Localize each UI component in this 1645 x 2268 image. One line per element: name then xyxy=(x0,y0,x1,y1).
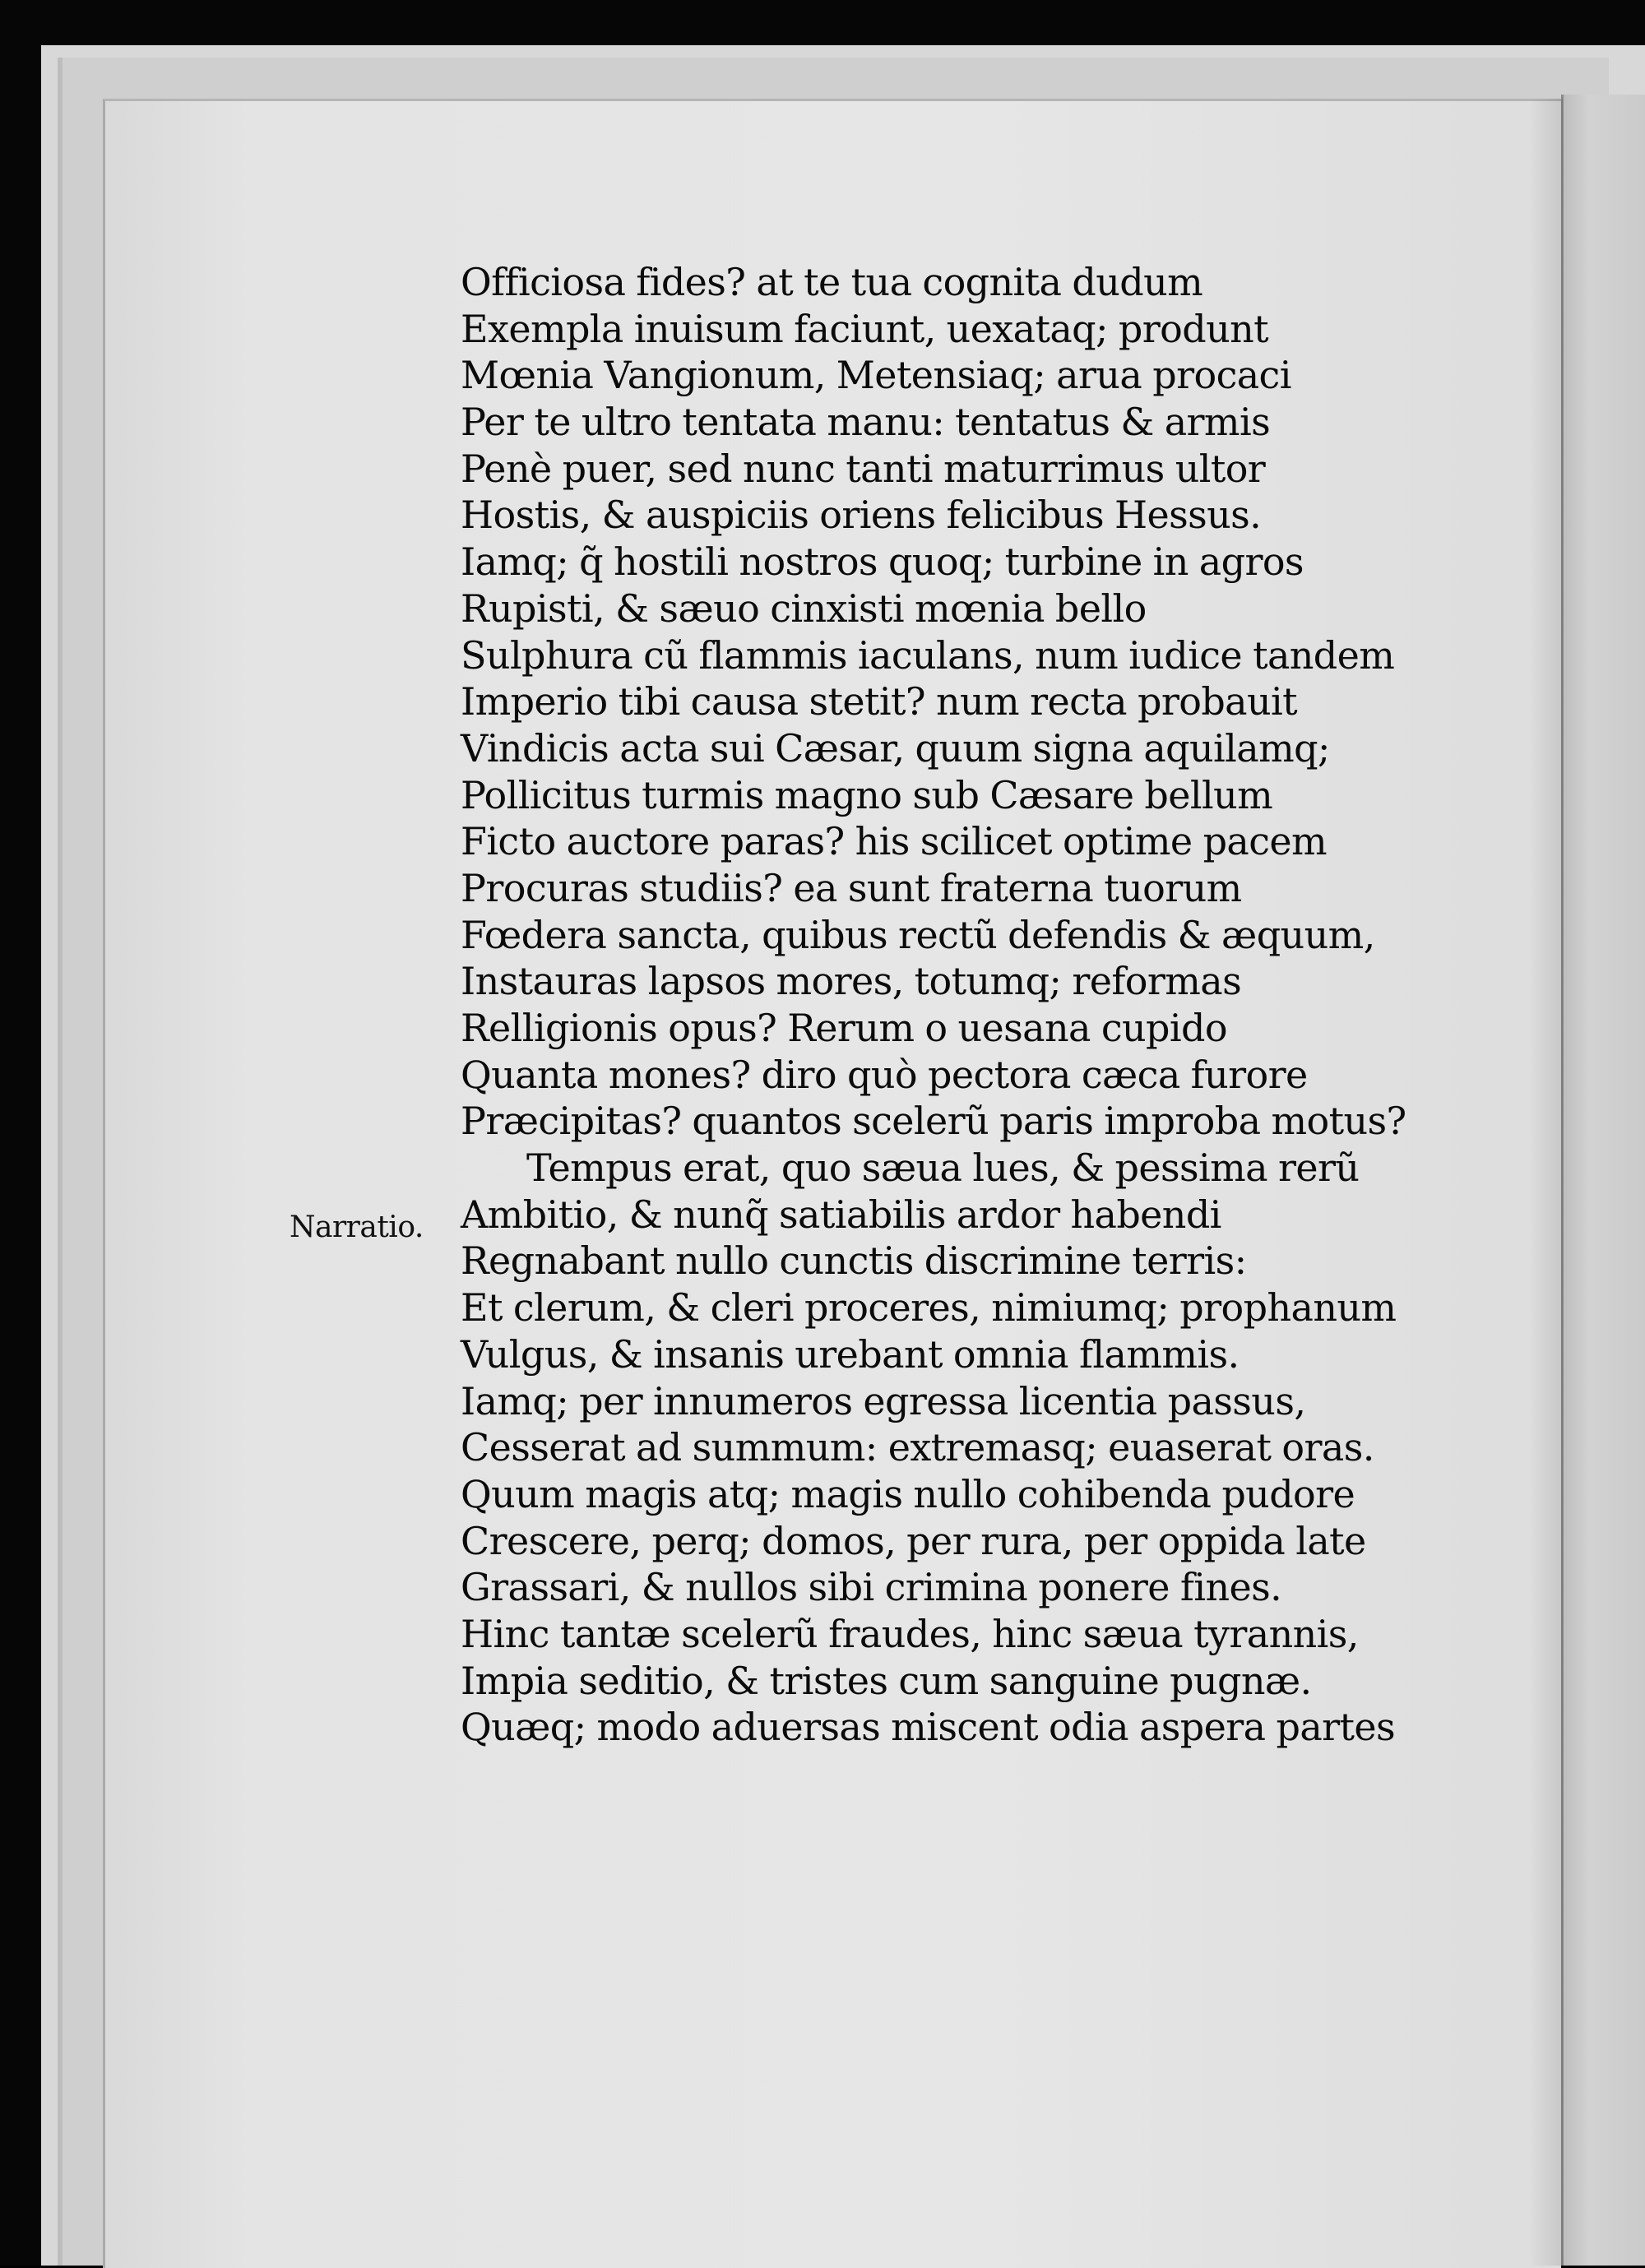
verse-line: Per te ultro tentata manu: tentatus & armis xyxy=(461,400,1271,445)
verse-line: Vindicis acta sui Cæsar, quum signa aquilamq; xyxy=(461,725,1330,771)
verse-line: Instauras lapsos mores, totumq; reformas xyxy=(461,959,1242,1004)
verse-line: Quæq; modo aduersas miscent odia aspera partes xyxy=(461,1705,1396,1750)
verse-line: Quanta mones? diro quò pectora cæca furore xyxy=(461,1052,1308,1097)
verse-line: Vulgus, & insanis urebant omnia flammis. xyxy=(461,1331,1240,1377)
verse-line: Et clerum, & cleri proceres, nimiumq; prophanum xyxy=(461,1285,1397,1331)
verse-line: Fœdera sancta, quibus rectũ defendis & æquum, xyxy=(461,912,1375,957)
verse-line: Regnabant nullo cunctis discrimine terris: xyxy=(461,1238,1247,1284)
verse-line: Ficto auctore paras? his scilicet optime pacem xyxy=(461,819,1328,864)
verse-line: Ambitio, & nunq̃ satiabilis ardor habendi xyxy=(461,1192,1221,1237)
margin-note: Narratio. xyxy=(290,1210,424,1244)
verse-line: Impia seditio, & tristes cum sanguine pugnæ. xyxy=(461,1658,1312,1703)
verse-line: Mœnia Vangionum, Metensiaq; arua procaci xyxy=(461,353,1291,398)
verse-line: Officiosa fides? at te tua cognita dudum xyxy=(461,260,1203,304)
verse-line: Procuras studiis? ea sunt fraterna tuorum xyxy=(461,865,1242,910)
verse-line: Iamq; per innumeros egressa licentia passus, xyxy=(461,1378,1306,1423)
verse-line: Relligionis opus? Rerum o uesana cupido xyxy=(461,1006,1227,1050)
verse-line: Exempla inuisum faciunt, uexataq; produnt xyxy=(461,306,1269,351)
facing-page-edge xyxy=(1561,95,1645,2266)
verse-line: Sulphura cũ flammis iaculans, num iudice tandem xyxy=(461,632,1395,678)
verse-line: Rupisti, & sæuo cinxisti mœnia bello xyxy=(461,586,1147,631)
verse-line: Quum magis atq; magis nullo cohibenda pudore xyxy=(461,1471,1355,1516)
verse-line: Hinc tantæ scelerũ fraudes, hinc sæua tyrannis, xyxy=(461,1611,1359,1656)
verse-line: Cesserat ad summum: extremasq; euaserat oras. xyxy=(461,1425,1374,1470)
verse-text-block xyxy=(461,259,1406,1751)
verse-line: Grassari, & nullos sibi crimina ponere fines. xyxy=(461,1565,1282,1610)
verse-line: Tempus erat, quo sæua lues, & pessima rerũ xyxy=(526,1146,1360,1191)
verse-line: Penè puer, sed nunc tanti maturrimus ultor xyxy=(461,446,1266,491)
verse-line: Hostis, & auspiciis oriens felicibus Hessus. xyxy=(461,493,1262,538)
verse-line: Iamq; q̃ hostili nostros quoq; turbine in agros xyxy=(461,539,1304,585)
verse-line: Crescere, perq; domos, per rura, per oppida late xyxy=(461,1518,1366,1563)
verse-line: Imperio tibi causa stetit? num recta probauit xyxy=(461,679,1298,724)
gutter-shadow xyxy=(1530,99,1563,2266)
verse-line: Pollicitus turmis magno sub Cæsare bellum xyxy=(461,772,1273,817)
verse-line: Præcipitas? quantos scelerũ paris improba motus? xyxy=(461,1099,1406,1144)
